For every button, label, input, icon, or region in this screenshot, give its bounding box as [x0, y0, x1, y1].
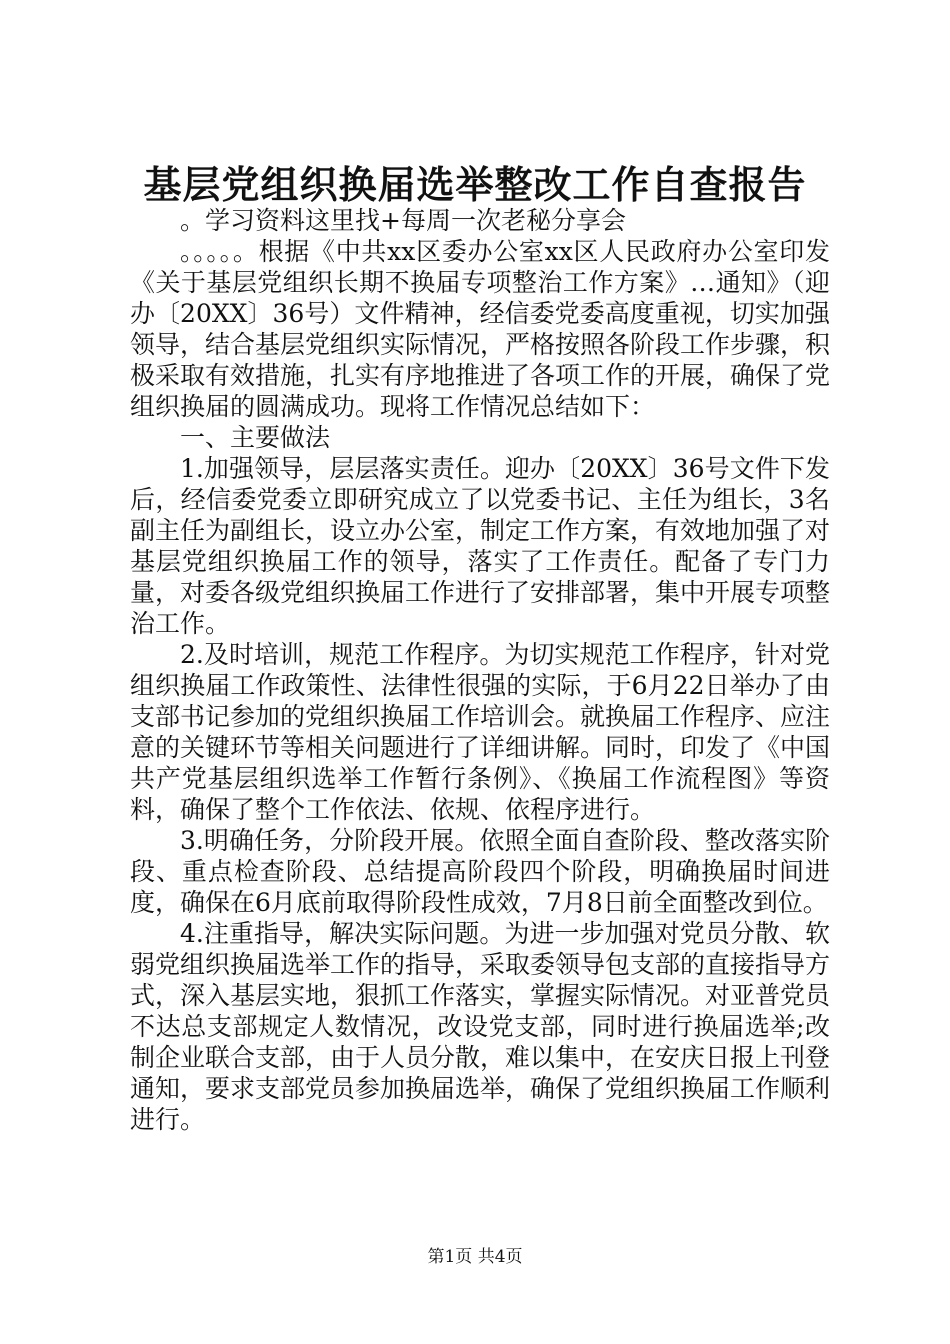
intro-line: 。学习资料这里找+每周一次老秘分享会: [180, 206, 626, 235]
paragraph-item-3: 3.明确任务，分阶段开展。依照全面自查阶段、整改落实阶段、重点检查阶段、总结提高阶段四个阶段，明确换届时间进度，确保在6月底前取得阶段性成效，7月8日前全面整改到位。: [130, 826, 830, 917]
paragraph-item-4: 4.注重指导，解决实际问题。为进一步加强对党员分散、软弱党组织换届选举工作的指导，采取委领导包支部的直接指导方式，深入基层实地，狠抓工作落实，掌握实际情况。对亚普党员不达总支部规定人数情况，改设党支部，同时进行换届选举;改制企业联合支部，由于人员分散，难以集中，在安庆日报上刊登通知，要求支部党员参加换届选举，确保了党组织换届工作顺利进行。: [130, 919, 831, 1134]
section-heading: 一、主要做法: [180, 423, 331, 452]
page-footer: 第1页 共4页: [427, 1247, 523, 1267]
document-title: 基层党组织换届选举整改工作自查报告: [143, 162, 807, 207]
paragraph-item-2: 2.及时培训，规范工作程序。为切实规范工作程序，针对党组织换届工作政策性、法律性很强的实际，于6月22日举办了由支部书记参加的党组织换届工作培训会。就换届工作程序、应注意的关键环节等相关问题进行了详细讲解。同时，印发了《中国共产党基层组织选举工作暂行条例》、《换届工作流程图》等资料，确保了整个工作依法、依规、依程序进行。: [130, 640, 831, 824]
paragraph-item-1: 1.加强领导，层层落实责任。迎办〔20XX〕36号文件下发后，经信委党委立即研究成立了以党委书记、主任为组长，3名副主任为副组长，设立办公室，制定工作方案，有效地加强了对基层党组织换届工作的领导，落实了工作责任。配备了专门力量，对委各级党组织换届工作进行了安排部署，集中开展专项整治工作。: [130, 454, 831, 638]
document-body: [130, 205, 830, 1135]
paragraph-opening: 。。。。。根据《中共xx区委办公室xx区人民政府办公室印发《关于基层党组织长期不换届专项整治工作方案》…通知》（迎办〔20XX〕36号）文件精神，经信委党委高度重视，切实加强领导，结合基层党组织实际情况，严格按照各阶段工作步骤，积极采取有效措施，扎实有序地推进了各项工作的开展，确保了党组织换届的圆满成功。现将工作情况总结如下：: [130, 237, 831, 421]
